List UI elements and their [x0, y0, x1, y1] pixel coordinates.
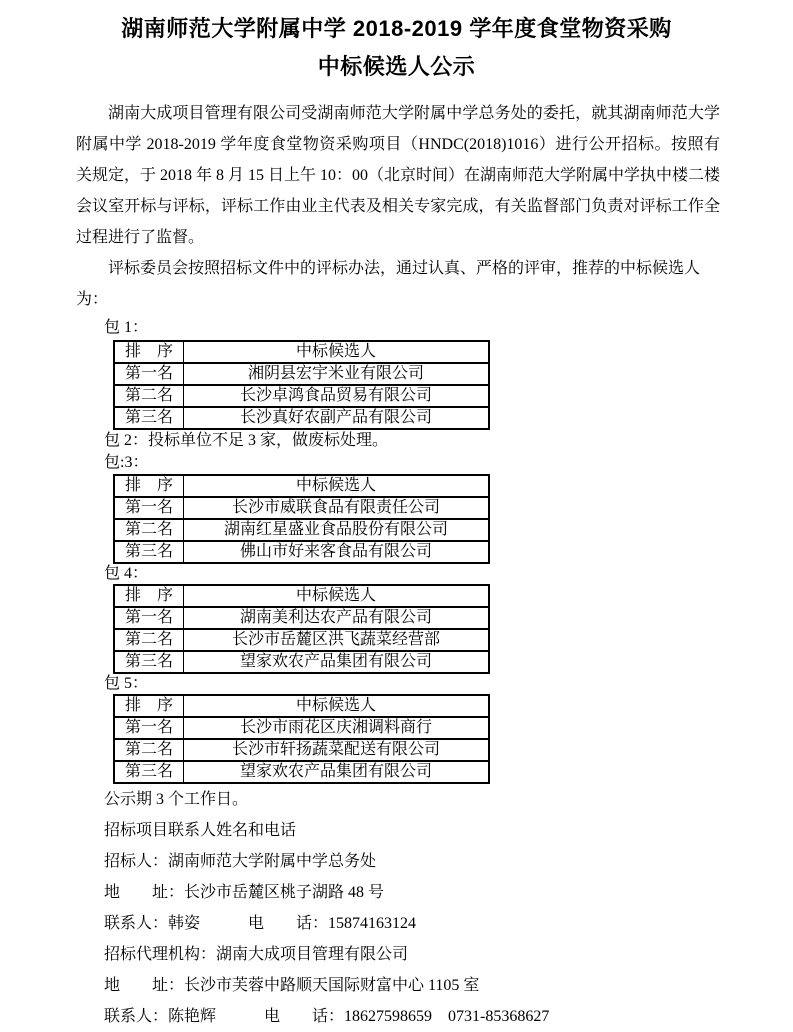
package-1-table [113, 340, 490, 430]
candidate-header-cell: 中标候选人 [184, 695, 490, 717]
table-row [114, 717, 489, 739]
rank-cell: 第一名 [114, 607, 184, 629]
table-row [114, 385, 489, 407]
table-row [114, 761, 489, 783]
title-line-2: 中标候选人公示 [317, 54, 476, 79]
package-5-table [113, 694, 490, 784]
candidate-header-cell: 中标候选人 [184, 585, 490, 607]
table-row [114, 497, 489, 519]
package-2-label: 包 2：投标单位不足 3 家，做废标处理。 [104, 432, 389, 449]
rank-cell: 第二名 [114, 739, 184, 761]
candidate-cell: 湖南红星盛业食品股份有限公司 [184, 519, 490, 541]
candidate-cell: 长沙市雨花区庆湘调料商行 [184, 717, 490, 739]
package-1-label: 包 1： [104, 319, 149, 336]
candidate-cell: 长沙市威联食品有限责任公司 [184, 497, 490, 519]
table-row [114, 407, 489, 429]
candidate-cell: 长沙卓鸿食品贸易有限公司 [184, 385, 490, 407]
agency-address-line: 地 址：长沙市芙蓉中路顺天国际财富中心 1105 室 [104, 977, 480, 994]
table-row [114, 541, 489, 563]
rank-cell: 第二名 [114, 519, 184, 541]
candidate-header-cell: 中标候选人 [184, 475, 490, 497]
rank-cell: 第二名 [114, 629, 184, 651]
rank-cell: 第一名 [114, 717, 184, 739]
candidate-cell: 望家欢农产品集团有限公司 [184, 761, 490, 783]
table-header-row [114, 585, 489, 607]
table-row [114, 739, 489, 761]
title-line-1: 湖南师范大学附属中学 2018-2019 学年度食堂物资采购 [121, 16, 672, 41]
intro-paragraph: 湖南大成项目管理有限公司受湖南师范大学附属中学总务处的委托，就其湖南师范大学附属中学 2018-2019 学年度食堂物资采购项目（HNDC(2018)1016）进行公开招标。按照有关规定，于 2018 年 8 月 15 日上午 10：00（北京时间）在湖南师范大学附属中学执中楼二楼会议室开标与评标，评标工作由业主代表及相关专家完成，有关监督部门负责对评标工作全过程进行了监督。 [76, 105, 721, 246]
rank-header-cell: 排 序 [114, 585, 184, 607]
tenderer-line: 招标人：湖南师范大学附属中学总务处 [104, 853, 377, 870]
rank-cell: 第一名 [114, 363, 184, 385]
rank-cell: 第三名 [114, 541, 184, 563]
rank-cell: 第二名 [114, 385, 184, 407]
rank-cell: 第三名 [114, 651, 184, 673]
candidate-cell: 长沙市轩扬蔬菜配送有限公司 [184, 739, 490, 761]
table-row [114, 363, 489, 385]
tenderer-contact-line: 联系人：韩姿 电 话：15874163124 [104, 915, 417, 932]
agency-line: 招标代理机构：湖南大成项目管理有限公司 [104, 946, 409, 963]
package-4-table [113, 584, 490, 674]
table-header-row [114, 475, 489, 497]
contact-heading: 招标项目联系人姓名和电话 [104, 822, 297, 839]
candidate-cell: 佛山市好来客食品有限公司 [184, 541, 490, 563]
packages-section [76, 315, 793, 784]
rank-header-cell: 排 序 [114, 475, 184, 497]
candidate-cell: 湖南美利达农产品有限公司 [184, 607, 490, 629]
candidate-cell: 湘阴县宏宇米业有限公司 [184, 363, 490, 385]
table-row [114, 629, 489, 651]
notice-period-line: 公示期 3 个工作日。 [104, 791, 249, 808]
package-3-table [113, 474, 490, 564]
table-header-row [114, 695, 489, 717]
package-5-label: 包 5： [104, 675, 149, 692]
rank-cell: 第三名 [114, 761, 184, 783]
rank-cell: 第三名 [114, 407, 184, 429]
table-row [114, 651, 489, 673]
rank-header-cell: 排 序 [114, 695, 184, 717]
package-4-label: 包 4： [104, 565, 149, 582]
rank-cell: 第一名 [114, 497, 184, 519]
table-row [114, 519, 489, 541]
candidate-cell: 长沙真好农副产品有限公司 [184, 407, 490, 429]
document-title [0, 0, 793, 86]
candidate-header-cell: 中标候选人 [184, 341, 490, 363]
candidate-cell: 望家欢农产品集团有限公司 [184, 651, 490, 673]
agency-contact-line: 联系人：陈艳辉 电 话：18627598659 0731-85368627 [104, 1008, 550, 1025]
rank-header-cell: 排 序 [114, 341, 184, 363]
table-header-row [114, 341, 489, 363]
candidate-cell: 长沙市岳麓区洪飞蔬菜经营部 [184, 629, 490, 651]
package-3-label: 包:3： [104, 454, 149, 471]
tenderer-address-line: 地 址：长沙市岳麓区桃子湖路 48 号 [104, 884, 385, 901]
evaluation-paragraph: 评标委员会按照招标文件中的评标办法，通过认真、严格的评审，推荐的中标候选人为： [76, 260, 701, 308]
contact-section [104, 784, 793, 1032]
table-row [114, 607, 489, 629]
